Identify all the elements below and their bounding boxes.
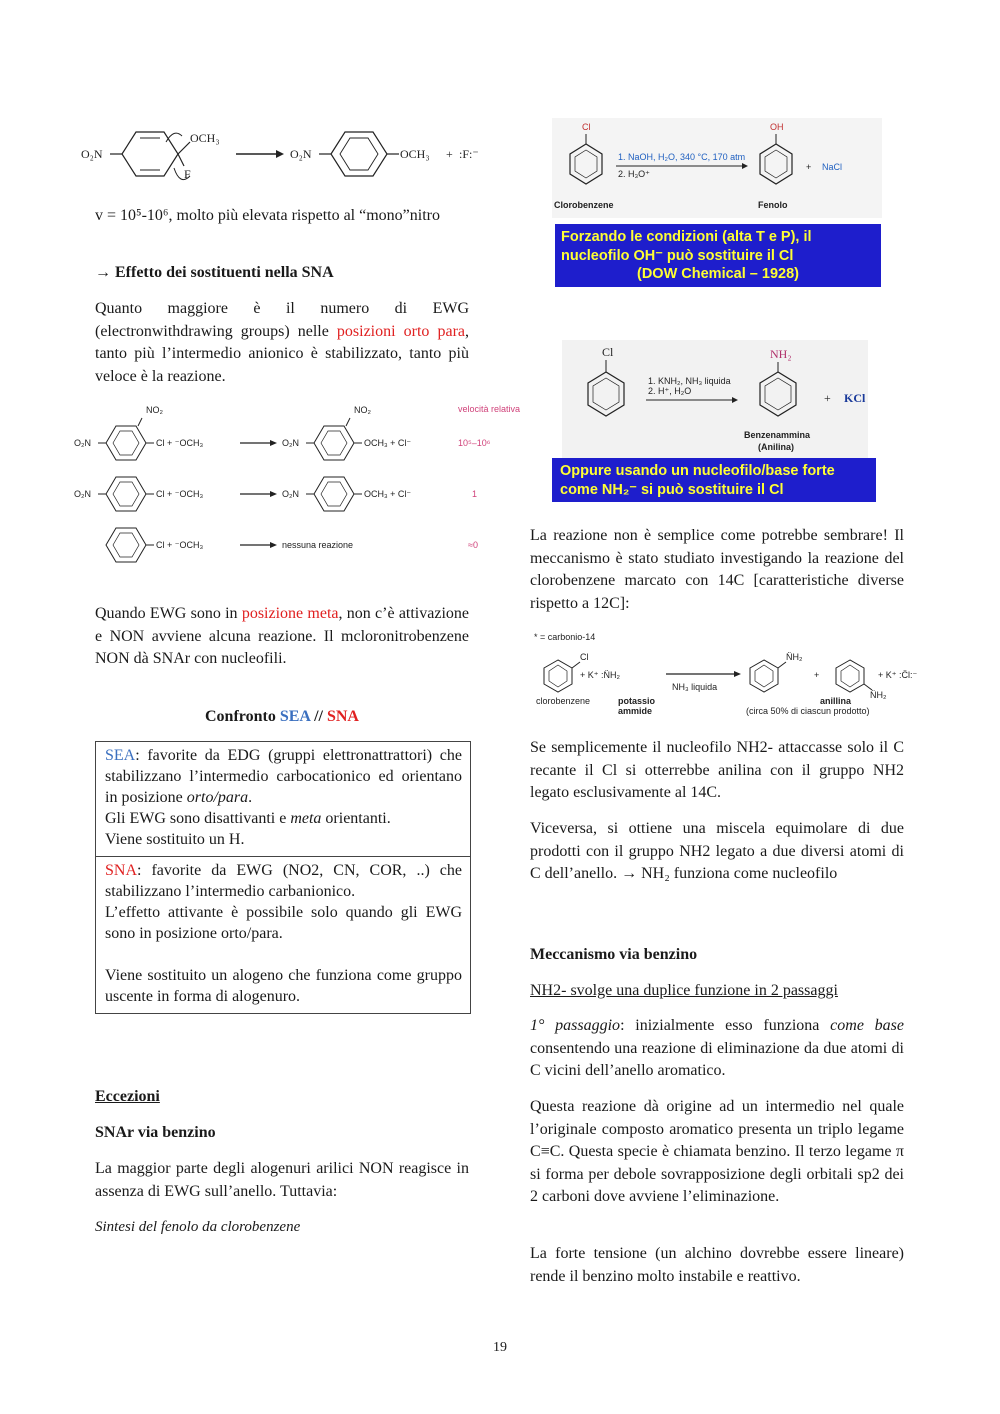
p1-highlight: posizioni orto para bbox=[336, 322, 466, 340]
strain-paragraph bbox=[530, 1243, 904, 1288]
plus-sign-aniline: + bbox=[824, 391, 831, 405]
meisenheimer-reaction-figure bbox=[78, 118, 498, 190]
o2n-label-r2: O₂N bbox=[74, 489, 91, 499]
no2-label-1: NO₂ bbox=[146, 405, 163, 415]
sea-label: SEA bbox=[105, 747, 136, 764]
nacl-label: NaCl bbox=[822, 162, 843, 172]
dow-banner-line-1: Forzando le condizioni (alta T e P), il bbox=[561, 229, 812, 245]
meta-paragraph bbox=[95, 603, 469, 671]
comparison-table bbox=[95, 741, 471, 1014]
anillina-label: anillina bbox=[820, 696, 852, 706]
comparison-heading bbox=[95, 706, 469, 728]
p2-text-b: , non c’è attivazione e NON avviene alcuna reazione. Il mcloronitrobenzene NON dà SNAr con nucleofili. bbox=[95, 605, 470, 667]
right-p4-text: Questa reazione dà origine ad un intermedio nel quale l’originale composto aromatico presenta un triplo legame C≡C. Questa specie è chiamata benzino. Il terzo legame π si forma per debole sovrapposizione degli orbitali sp2 dei 2 carboni dove avviene l’eliminazione. bbox=[530, 1098, 904, 1205]
plus-sign-dow: + bbox=[806, 162, 812, 172]
oh-label: OH bbox=[770, 122, 784, 132]
right-p2-text: Se semplicemente il nucleofilo NH2- attaccasse solo il C recante il Cl si otterrebbe anilina con il gruppo NH2 legato esclusivamente al 14C. bbox=[530, 739, 904, 801]
equimolar-paragraph bbox=[530, 818, 904, 886]
o2n-label-r1p: O₂N bbox=[282, 438, 299, 448]
right-p3-text: Viceversa, si ottiene una miscela equimolare di due prodotti con il gruppo NH2 legato a due diversi atomi di C dell’anello. → NH₂ funziona come nucleofilo bbox=[530, 820, 904, 882]
rate-value-1: 10⁵–10⁶ bbox=[458, 438, 491, 448]
plus-sign: + bbox=[446, 147, 453, 161]
sea-text-1: : favorite da EDG (gruppi elettronattrattori) che stabilizzano l’intermedio carbocationico ed orientano in posizione bbox=[105, 747, 462, 806]
compare-separator: // bbox=[310, 708, 327, 725]
compare-text: Confronto bbox=[205, 708, 280, 725]
step1-italic: come base bbox=[830, 1017, 904, 1034]
fluoride-label: :F:⁻ bbox=[459, 147, 479, 161]
sea-line2-a: Gli EWG sono disattivanti e bbox=[105, 810, 291, 827]
aniline-banner-line-2: come NH₂⁻ si può sostituire il Cl bbox=[560, 481, 784, 498]
aniline-reaction-figure bbox=[562, 340, 868, 458]
step1-text-a: : inizialmente esso funziona bbox=[620, 1017, 831, 1034]
p3-text: La maggior parte degli alogenuri arilici NON reagisce in assenza di EWG sull’anello. Tuttavia: bbox=[95, 1160, 469, 1200]
rate-line bbox=[95, 205, 469, 228]
benzenammina-label: Benzenammina bbox=[744, 430, 811, 440]
ammide-label: ammide bbox=[618, 706, 653, 716]
aniline-condition-2: 2. H⁺, H₂O bbox=[648, 386, 692, 396]
step1-paragraph bbox=[530, 1015, 904, 1083]
exceptions-heading: Eccezioni bbox=[95, 1088, 160, 1105]
snar-benzyne-heading: SNAr via benzino bbox=[95, 1124, 216, 1141]
compare-sna: SNA bbox=[326, 708, 359, 725]
och3-label: OCH₃ bbox=[190, 131, 220, 145]
plus-sign-labeled: + bbox=[814, 670, 820, 680]
rates-header: velocità relativa bbox=[458, 404, 521, 414]
right-p5-text: La forte tensione (un alchino dovrebbe essere lineare) rende il benzino molto instabile e reattivo. bbox=[530, 1245, 904, 1285]
cl-och3-label-2: Cl + ⁻OCH₃ bbox=[156, 489, 204, 499]
relative-rates-figure bbox=[72, 398, 521, 576]
dow-banner-line-2: nucleofilo OH⁻ può sostituire il Cl bbox=[561, 247, 794, 264]
benzyne-mechanism-heading: Meccanismo via benzino bbox=[530, 946, 698, 963]
labeled-carbon-figure bbox=[534, 628, 944, 720]
och3-cl-label-2: OCH₃ + Cl⁻ bbox=[364, 489, 412, 499]
clorobenzene-label: Clorobenzene bbox=[554, 200, 614, 210]
sna-text-1: : favorite da EWG (NO2, CN, COR, ..) che stabilizzano l’intermedio carbanionico. bbox=[105, 862, 462, 900]
kcl-label-2: + K⁺ :C̈l:⁻ bbox=[878, 670, 918, 680]
aniline-condition-1: 1. KNH₂, NH₃ liquida bbox=[648, 376, 731, 386]
dow-banner-line-3: (DOW Chemical – 1928) bbox=[637, 266, 799, 282]
page-number: 19 bbox=[493, 1340, 507, 1355]
step1-label: 1° passaggio bbox=[530, 1017, 621, 1034]
dow-banner bbox=[555, 224, 881, 287]
potassio-label: potassio bbox=[618, 696, 656, 706]
mechanism-paragraph bbox=[530, 525, 904, 615]
p2-highlight: posizione meta bbox=[241, 605, 339, 622]
o2n-label-r2p: O₂N bbox=[282, 489, 299, 499]
o2n-label-r1: O₂N bbox=[74, 438, 91, 448]
phenol-synthesis-caption: Sintesi del fenolo da clorobenzene bbox=[95, 1219, 301, 1235]
dow-condition-2: 2. H₃O⁺ bbox=[618, 169, 650, 179]
potassium-amide-reagent: + K⁺ :N̈H₂ bbox=[580, 670, 621, 680]
aniline-banner bbox=[552, 458, 876, 502]
nh3-liquid-label: NH₃ liquida bbox=[672, 682, 718, 692]
p1-text-a: Quanto maggiore è il numero di EWG (electronwithdrawing groups) nelle bbox=[95, 300, 469, 340]
och3-label-2: OCH₃ bbox=[400, 147, 430, 161]
cl-label-2: Cl bbox=[602, 345, 614, 359]
sea-line3: Viene sostituito un H. bbox=[105, 831, 245, 848]
effect-heading: → Effetto dei sostituenti nella SNA bbox=[95, 264, 334, 281]
step1-text-b: consentendo una reazione di eliminazione da due atomi di C vicini dell’anello aromatico. bbox=[530, 1039, 904, 1079]
aryl-halides-paragraph bbox=[95, 1158, 469, 1203]
clorobenzene-label-2: clorobenzene bbox=[536, 696, 591, 706]
cl-label-3: Cl bbox=[580, 652, 589, 662]
aniline-banner-line-1: Oppure usando un nucleofilo/base forte bbox=[560, 463, 835, 479]
p1-text-b: , tanto più l’intermedio anionico è stabilizzato, tanto più veloce è la reazione. bbox=[95, 322, 470, 385]
compare-sea: SEA bbox=[279, 708, 311, 725]
dow-reaction-figure bbox=[552, 118, 882, 218]
sna-label: SNA bbox=[105, 862, 138, 879]
dow-condition-1: 1. NaOH, H₂O, 340 °C, 170 atm bbox=[618, 152, 746, 162]
o2n-label: O₂N bbox=[81, 147, 103, 161]
och3-cl-label-1: OCH₃ + Cl⁻ bbox=[364, 438, 412, 448]
anilina-label: (Anilina) bbox=[758, 442, 794, 452]
sna-text-2: L’effetto attivante è possibile solo quando gli EWG sono in posizione orto/para. bbox=[105, 904, 462, 942]
sea-line2-b: orientanti. bbox=[321, 810, 391, 827]
no2-label-2: NO₂ bbox=[354, 405, 371, 415]
effect-paragraph bbox=[95, 298, 469, 388]
sea-cell bbox=[96, 742, 470, 856]
cl-och3-label-1: Cl + ⁻OCH₃ bbox=[156, 438, 204, 448]
p2-text-a: Quando EWG sono in bbox=[95, 605, 242, 622]
cl-label: Cl bbox=[582, 122, 591, 132]
no-reaction-label: nessuna reazione bbox=[282, 540, 354, 550]
rate-value-3: ≈0 bbox=[468, 540, 478, 550]
nh2-attack-paragraph bbox=[530, 737, 904, 805]
f-label: F bbox=[184, 167, 191, 181]
sea-text-2: . bbox=[248, 789, 253, 806]
right-p1-text: La reazione non è semplice come potrebbe sembrare! Il meccanismo è stato studiato investigando la reazione del clorobenzene marcato con 14C [caratteristiche diverse rispetto a 12C]: bbox=[530, 527, 904, 612]
sna-text-3: Viene sostituito un alogeno che funziona come gruppo uscente in forma di alogenuro. bbox=[105, 967, 462, 1005]
carbon14-legend: * = carbonio-14 bbox=[534, 632, 596, 642]
benzyne-paragraph bbox=[530, 1096, 904, 1209]
kcl-label: KCl bbox=[844, 391, 866, 405]
sna-cell bbox=[96, 856, 470, 1013]
sea-text-italic: orto/para bbox=[186, 789, 249, 806]
sea-line2-italic: meta bbox=[290, 810, 322, 827]
cl-och3-label-3: Cl + ⁻OCH₃ bbox=[156, 540, 204, 550]
yield-note: (circa 50% di ciascun prodotto) bbox=[746, 706, 870, 716]
nh2-label-2: N̈H₂ bbox=[786, 652, 803, 662]
rate-text: v = 10⁵-10⁶, molto più elevata rispetto al “mono”nitro bbox=[95, 207, 440, 224]
nh2-label: NH₂ bbox=[770, 347, 792, 361]
nh2-label-3: N̈H₂ bbox=[870, 690, 887, 700]
nh2-dual-role-heading: NH2- svolge una duplice funzione in 2 passaggi bbox=[530, 982, 838, 999]
fenolo-label: Fenolo bbox=[758, 200, 788, 210]
o2n-label-2: O₂N bbox=[290, 147, 312, 161]
rate-value-2: 1 bbox=[472, 489, 478, 499]
